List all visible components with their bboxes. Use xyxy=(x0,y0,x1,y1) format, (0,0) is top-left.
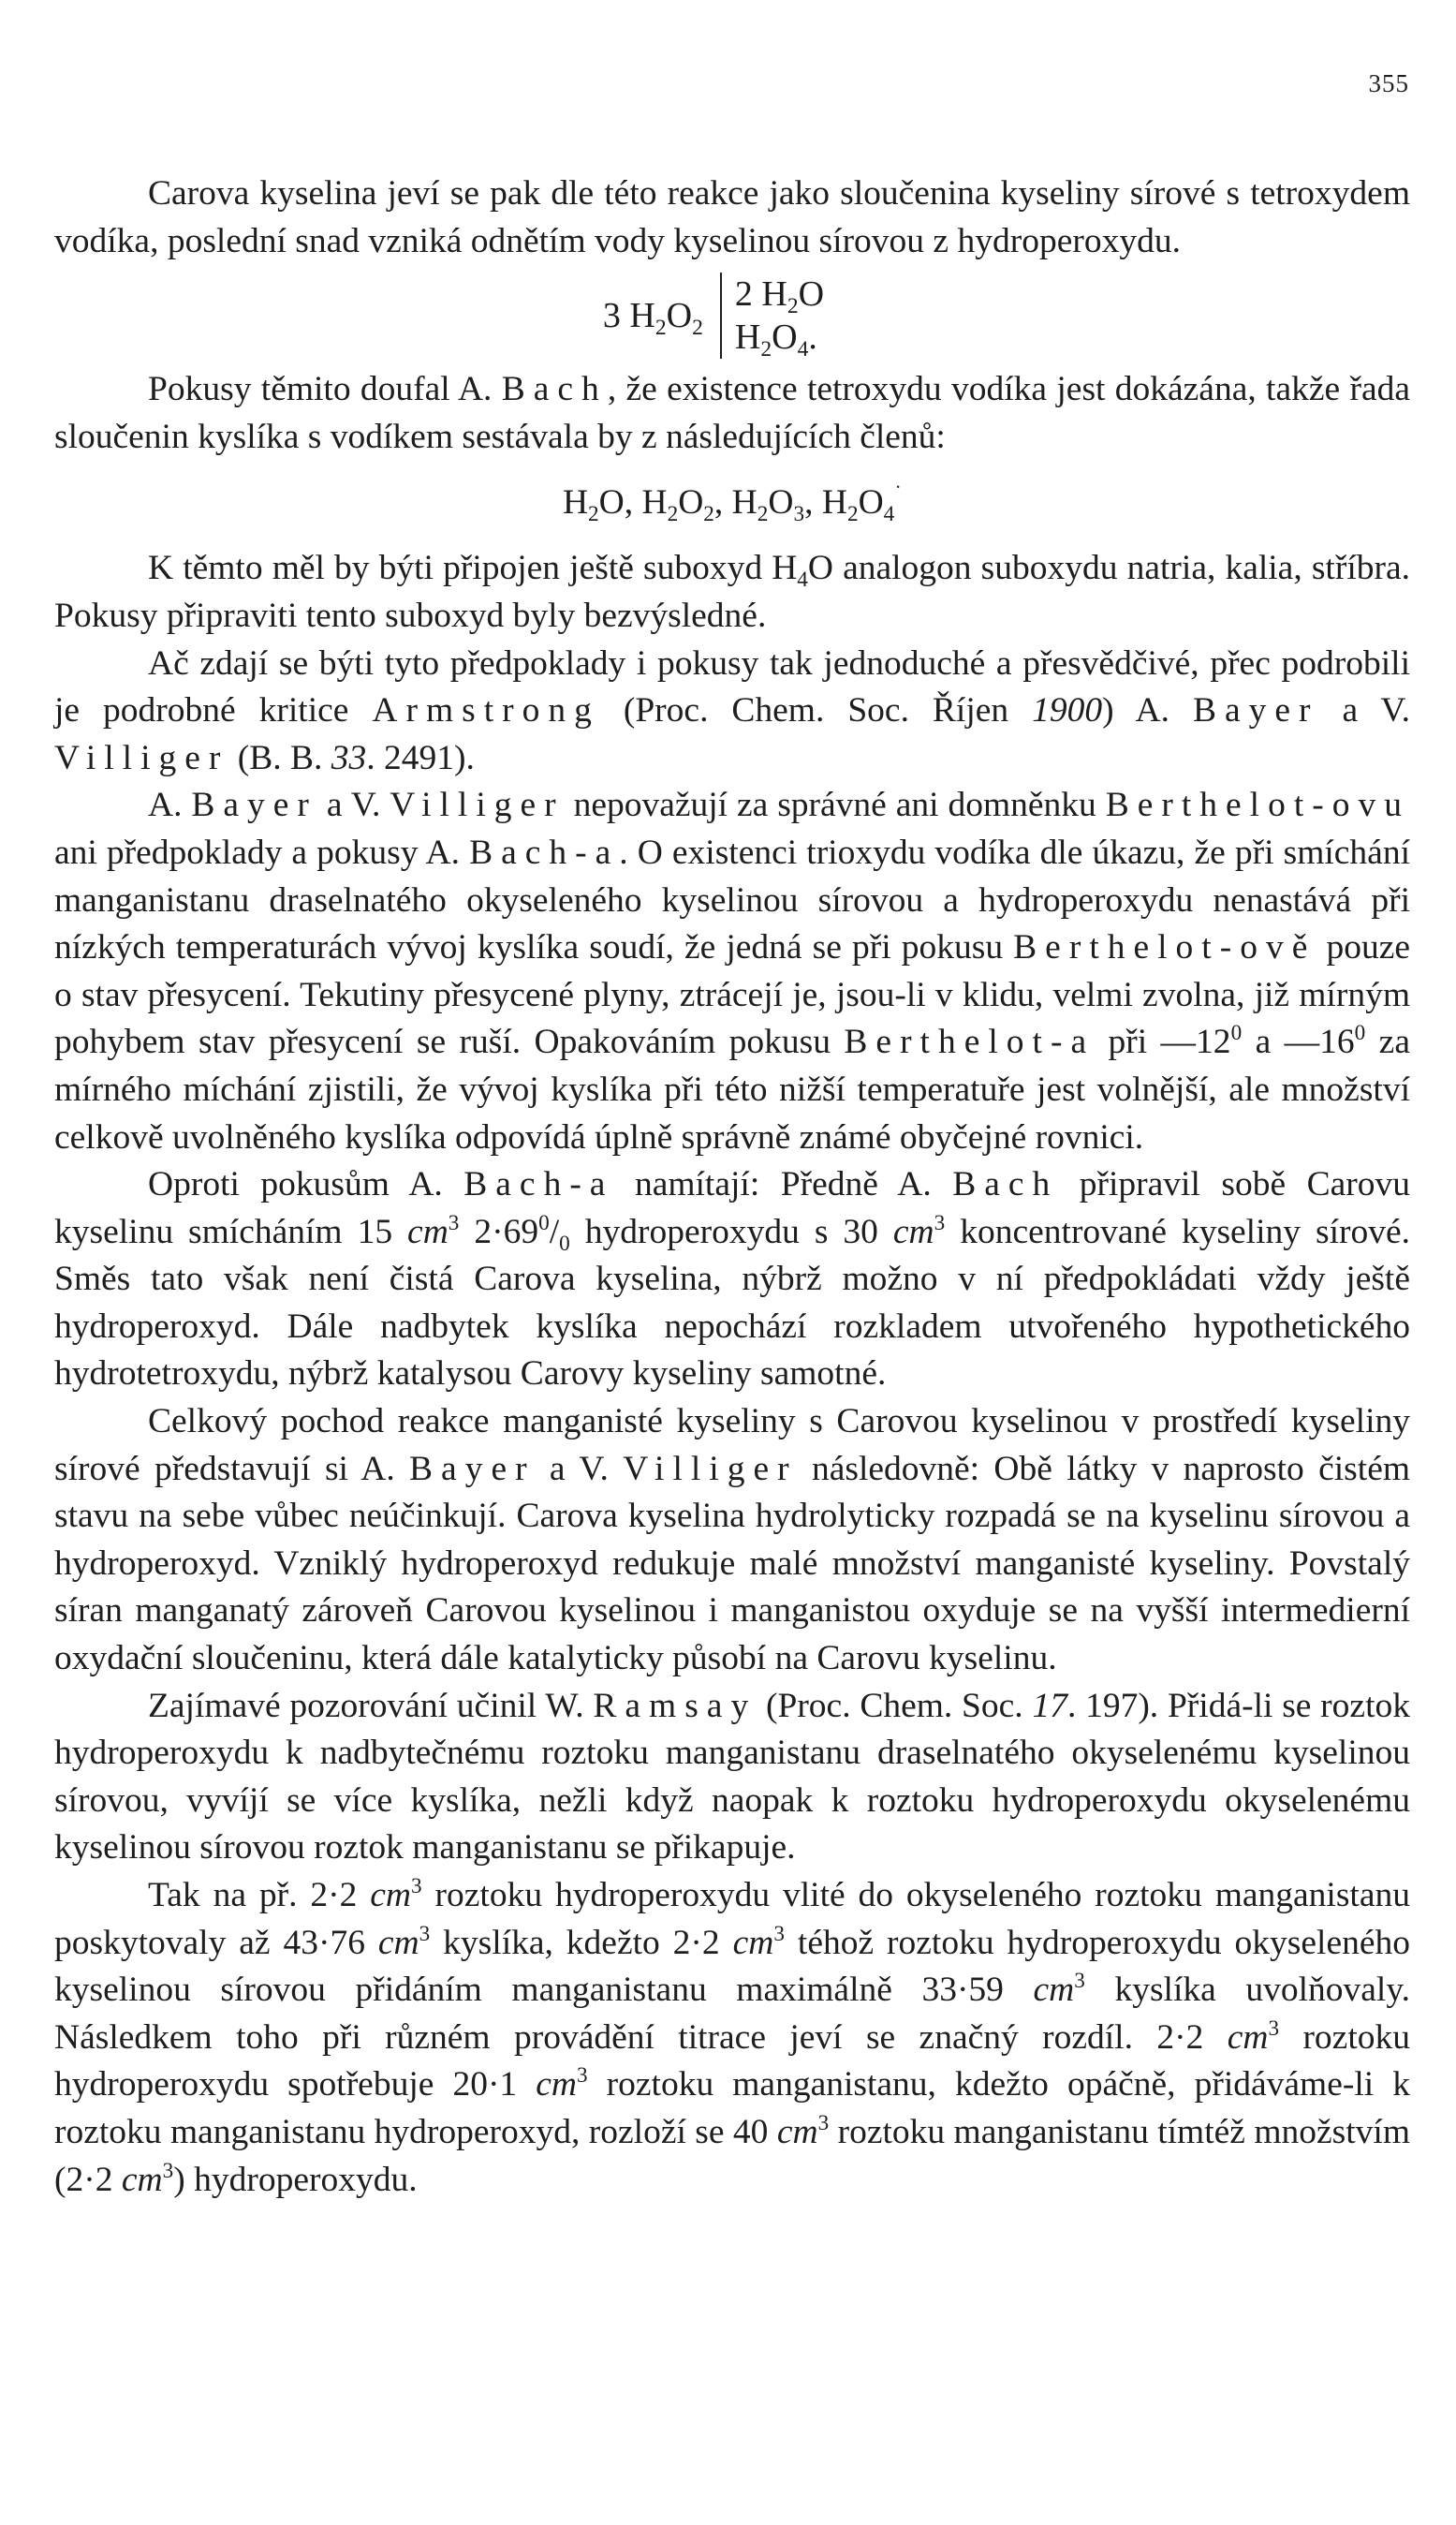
author-name: Berthelot-a xyxy=(844,1023,1096,1062)
author-name: Villiger xyxy=(390,786,565,825)
author-name: Ramsay xyxy=(593,1686,757,1725)
author-name: Bach-a xyxy=(469,833,620,872)
author-name: Villiger xyxy=(623,1449,798,1488)
page-number: 355 xyxy=(1368,69,1409,97)
author-name: Bach-a xyxy=(463,1165,614,1204)
author-name: Bach xyxy=(501,370,608,409)
formula-reactant: 3 $H_2O_2$ xyxy=(602,295,703,341)
author-name: Berthelot-ovu xyxy=(1105,786,1410,825)
paragraph-critique: Ač zdají se býti tyto předpoklady i pokusy tak jednoduché a přesvědčivé, přec podrobili je podrobné kritice Armstrong (Proc. Chem. Soc. Říjen 1900) A. Bayer a V. Villiger (B. B. 33. 2491). xyxy=(54,643,1411,777)
paragraph-bach: Pokusy těmito doufal A. Bach, že existence tetroxydu vodíka jest dokázána, takže řada sloučenin kyslíka s vodíkem sestávala by z následujících členů: xyxy=(54,370,1410,456)
paragraph-ramsay: Zajímavé pozorování učinil W. Ramsay (Proc. Chem. Soc. 17. 197). Přidá-li se roztok hydroperoxydu k nadbytečnému roztoku manganistanu draselnatého okyselenému kyselinou sírovou, vyvíjí se více kyslíka, nežli když naopak k roztoku hydroperoxydu okyselenému kyselinou sírovou roztok manganistanu se přikapuje. xyxy=(54,1686,1410,1868)
paragraph-titration: Tak na př. 2·2 $cm^3$ roztoku hydroperoxydu vlité do okyseleného roztoku manganistanu poskytovaly až 43·76 $cm^3$ kyslíka, kdežto 2·2 $cm^3$ téhož roztoku hydroperoxydu okyseleného kyselinou sírovou přidáním manganistanu maximálně 33·59 $cm^3$ kyslíka uvolňovaly. Následkem toho při různém provádění titrace jeví se značný rozdíl. 2·2 $cm^3$ roztoku hydroperoxydu spotřebuje 20·1 $cm^3$ roztoku manganistanu, kdežto opáčně, přidáváme-li k roztoku manganistanu hydroperoxyd, rozloží se 40 $cm^3$ roztoku manganistanu tímtéž množstvím (2·2 $cm^3$) hydroperoxydu. xyxy=(54,1874,1411,2199)
paragraph-suboxide: K těmto měl by býti připojen ještě suboxyd $H_4O$ analogon suboxydu natria, kalia, stříbra. Pokusy připraviti tento suboxyd byly bezvýsledné. xyxy=(54,549,1410,635)
author-name: Bach xyxy=(952,1165,1059,1204)
author-name: Armstrong xyxy=(372,691,600,731)
formula-products xyxy=(720,273,825,362)
author-name: Bayer xyxy=(1192,691,1319,731)
oxide-series-formula: $H_2O$, $H_2O_2$, $H_2O_3$, $H_2O_4^˙$ xyxy=(562,481,903,527)
author-name: Bayer xyxy=(409,1449,536,1488)
reaction-formula xyxy=(54,265,1373,366)
author-name: Bayer xyxy=(191,786,317,825)
author-name: Berthelot-ově xyxy=(1013,928,1316,967)
body-text xyxy=(54,170,1410,2204)
formula-product-tetroxide: $H_2O_4$. xyxy=(734,317,817,362)
formula-product-water: 2 $H_2O$ xyxy=(734,274,825,319)
paragraph-intro: Carova kyselina jeví se pak dle této reakce jako sloučenina kyseliny sírové s tetroxydem vodíka, poslední snad vzniká odnětím vody kyselinou sírovou z hydroperoxydu. xyxy=(54,174,1410,260)
paragraph-bayer-villiger: A. Bayer a V. Villiger nepovažují za správné ani domněnku Berthelot-ovu ani předpoklady a pokusy A. Bach-a. O existenci trioxydu vodíka dle úkazu, že při smíchání manganistanu draselnatého okyseleného kyselinou sírovou a hydroperoxydu nenastává při nízkých temperaturách vývoj kyslíka soudí, že jedná se při pokusu Berthelot-ově pouze o stav přesycení. Tekutiny přesycené plyny, ztrácejí je, jsou-li v klidu, velmi zvolna, již mírným pohybem stav přesycení se ruší. Opakováním pokusu Berthelot-a při $—12^0$ a $—16^0$ za mírného míchání zjistili, že vývoj kyslíka při této nižší temperatuře jest volnější, ale množství celkově uvolněného kyslíka odpovídá úplně správně známé obyčejné rovnici. xyxy=(54,786,1410,1157)
paragraph-reaction-process: Celkový pochod reakce manganisté kyseliny s Carovou kyselinou v prostředí kyseliny sírové představují si A. Bayer a V. Villiger následovně: Obě látky v naprosto čistém stavu na sebe vůbec neúčinkují. Carova kyselina hydrolyticky rozpadá se na kyselinu sírovou a hydroperoxyd. Vzniklý hydroperoxyd redukuje malé množství manganisté kyseliny. Povstalý síran manganatý zároveň Carovou kyselinou i manganistou oxyduje se na vyšší intermedierní oxydační sloučeninu, která dále katalyticky působí na Carovu kyselinu. xyxy=(54,1402,1411,1678)
paragraph-objections: Oproti pokusům A. Bach-a namítají: Předně A. Bach připravil sobě Carovu kyselinu smícháním 15 $cm^3$ $2\cdot 69^0/_0$ hydroperoxydu s 30 $cm^3$ koncentrované kyseliny sírové. Směs tato však není čistá Carova kyselina, nýbrž možno v ní předpokládati vždy ještě hydroperoxyd. Dále nadbytek kyslíka nepochází rozkladem utvořeného hypothetického hydrotetroxydu, nýbrž katalysou Carovy kyseliny samotné. xyxy=(54,1165,1411,1394)
author-name: Villiger xyxy=(54,738,229,777)
